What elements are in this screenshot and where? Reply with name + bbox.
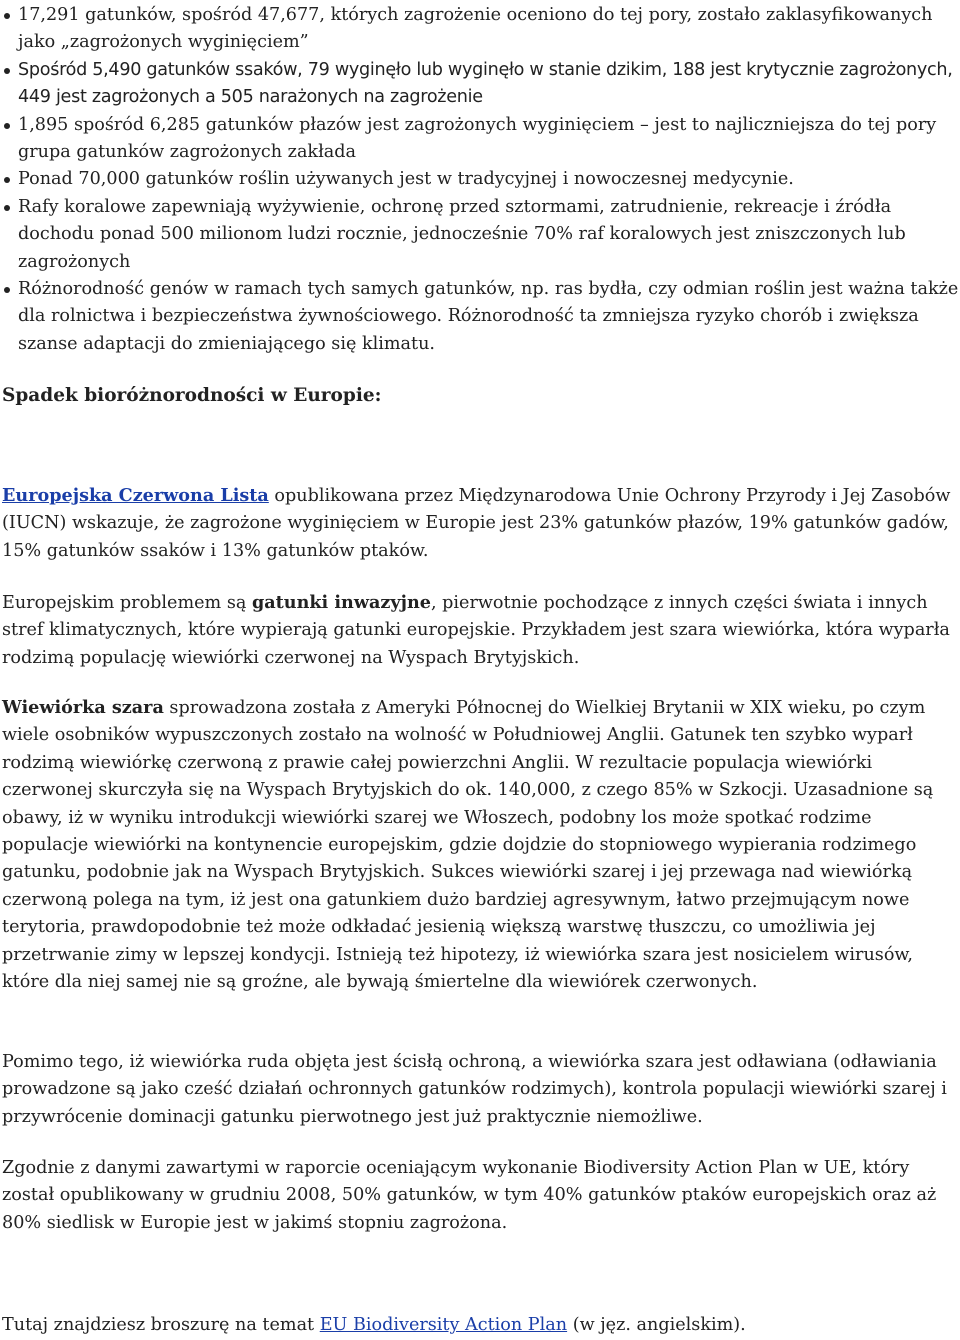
list-item [2,112,960,167]
paragraph-red-list [2,482,958,565]
bullet-icon [4,123,10,129]
list-item [2,166,960,193]
bullet-icon [4,205,10,211]
paragraph-grey-squirrel [2,694,958,996]
paragraph-text: Europejskim problemem są [2,593,252,613]
list-item-text: Ponad 70,000 gatunków roślin używanych jest w tradycyjnej i nowoczesnej medycynie. [18,169,794,190]
paragraph-text: sprowadzona została z Ameryki Północnej do Wielkiej Brytanii w XIX wieku, po czym wiele osobników wypuszczonych zostało na wolność w Południowej Anglii. Gatunek ten szybko wyparł rodzimą wiewiórkę czerwoną z prawie całej powierzchni Anglii. W rezultacie populacja wiewiórki czerwonej skurczyła się na Wyspach Brytyjskich do ok. 140,000, z czego 85% w Szkocji. Uzasadnione są obawy, iż w wyniku introdukcji wiewiórki szarej we Włoszech, podobny los może spotkać rodzime populacje wiewiórki na kontynencie europejskim, gdzie dojdzie do stopniowego wypierania rodzimego gatunku, podobnie jak na Wyspach Brytyjskich. Sukces wiewiórki szarej i jej przewaga nad wiewiórką czerwoną polega na tym, iż jest ona gatunkiem dużo bardziej agresywnym, łatwo przejmującym nowe terytoria, prawdopodobnie też może odkładać jesienią większą warstwę tłuszczu, co umożliwia jej przetrwanie zimy w lepszej kondycji. Istnieją też hipotezy, iż wiewiórka szara jest nosicielem wirusów, które dla niej samej nie są groźne, ale bywają śmiertelne dla wiewiórek czerwonych. [2,698,934,993]
paragraph-text: Tutaj znajdziesz broszurę na temat [2,1315,320,1335]
paragraph-action-plan-report: Zgodnie z danymi zawartymi w raporcie oceniającym wykonanie Biodiversity Action Plan w UE, który został opublikowany w grudniu 2008, 50% gatunków, w tym 40% gatunków ptaków europejskich oraz aż 80% siedlisk w Europie jest w jakimś stopniu zagrożona. [2,1158,937,1233]
emphasis-text: gatunki inwazyjne [251,592,431,613]
list-item-text: 17,291 gatunków, spośród 47,677, których zagrożenie oceniono do tej pory, zostało zaklasyfikowanych jako „zagrożonych wyginięciem” [18,5,933,53]
bullet-icon [4,177,10,183]
list-item [2,2,960,57]
paragraph-text: (w jęz. angielskim). [567,1315,746,1335]
paragraph-brochure [2,1312,958,1339]
list-item-text: Spośród 5,490 gatunków ssaków, 79 wyginęło lub wyginęło w stanie dzikim, 188 jest krytycznie zagrożonych, 449 jest zagrożonych a 505 narażonych na zagrożenie [18,59,953,108]
facts-list [2,2,960,358]
paragraph-protection: Pomimo tego, iż wiewiórka ruda objęta jest ścisłą ochroną, a wiewiórka szara jest odławiana (odławiania prowadzone są jako cześć działań ochronnych gatunków rodzimych), kontrola populacji wiewiórki szarej i przywrócenie dominacji gatunku pierwotnego jest już praktycznie niemożliwe. [2,1052,947,1127]
list-item-text: Różnorodność genów w ramach tych samych gatunków, np. ras bydła, czy odmian roślin jest ważna także dla rolnictwa i bezpieczeństwa żywnościowego. Różnorodność ta zmniejsza ryzyko chorób i zwiększa szanse adaptacji do zmieniającego się klimatu. [18,279,959,354]
paragraph-text: opublikowana przez Międzynarodowa Unie Ochrony Przyrody i Jej Zasobów (IUCN) wskazuje, że zagrożone wyginięciem w Europie jest 23% gatunków płazów, 19% gatunków gadów, 15% gatunków ssaków i 13% gatunków ptaków. [2,486,951,561]
bullet-icon [4,287,10,293]
list-item-text: 1,895 spośród 6,285 gatunków płazów jest zagrożonych wyginięciem – jest to najliczniejsza do tej pory grupa gatunków zagrożonych zakłada [18,114,937,163]
list-item-text: Rafy koralowe zapewniają wyżywienie, ochronę przed sztormami, zatrudnienie, rekreacje i źródła dochodu ponad 500 milionom ludzi rocznie, jednocześnie 70% raf koralowych jest zniszczonych lub zagrożonych [18,196,906,272]
action-plan-link[interactable]: EU Biodiversity Action Plan [319,1315,568,1335]
red-list-link[interactable]: Europejska Czerwona Lista [2,485,269,506]
section-heading: Spadek bioróżnorodności w Europie: [2,385,382,406]
emphasis-text: Wiewiórka szara [2,697,164,718]
list-item [2,57,960,112]
list-item [2,276,960,358]
paragraph-text: , pierwotnie pochodzące z innych części świata i innych stref klimatycznych, które wypierają gatunki europejskie. Przykładem jest szara wiewiórka, która wyparła rodzimą populację wiewiórki czerwonej na Wyspach Brytyjskich. [2,593,950,668]
bullet-icon [4,13,10,19]
list-item [2,194,960,276]
bullet-icon [4,68,10,74]
paragraph-invasive-species [2,589,958,672]
